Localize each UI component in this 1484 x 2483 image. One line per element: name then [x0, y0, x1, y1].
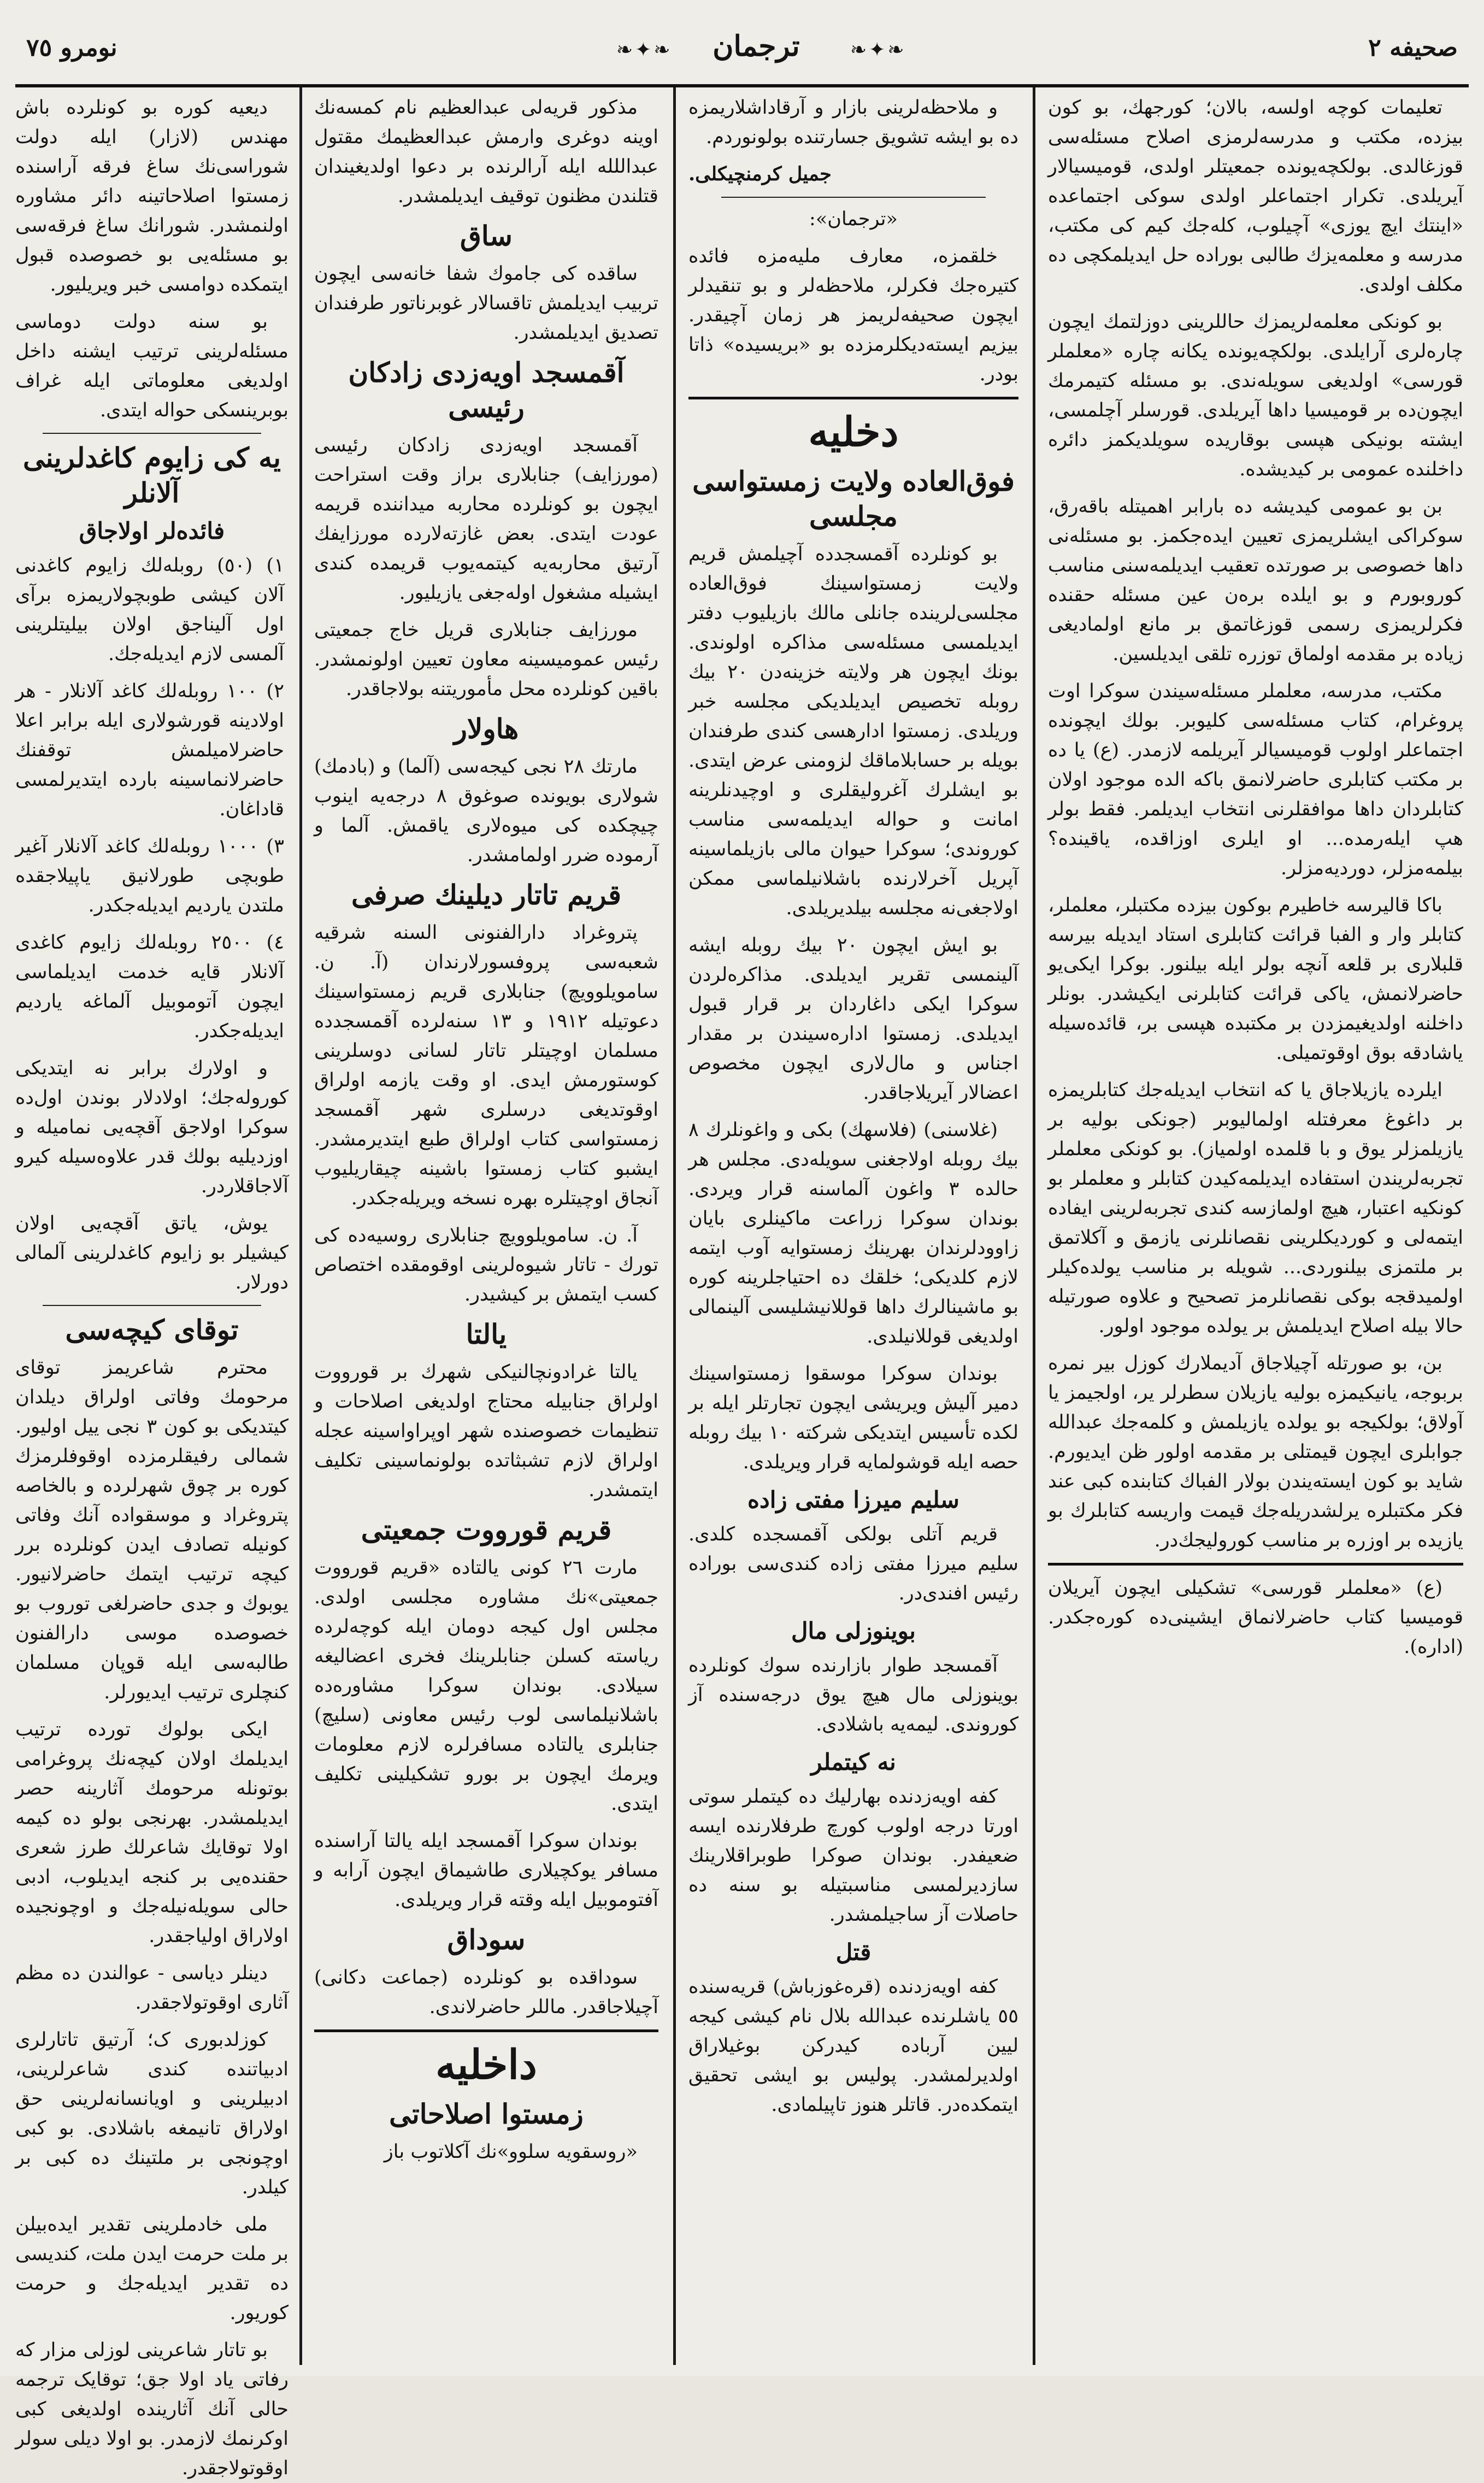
- section-heading: یالتا: [466, 1318, 507, 1350]
- section-heading: زمستوا اصلاحاتی: [389, 2098, 584, 2130]
- section-subheading: فائده‌لر اولاجاق: [79, 517, 225, 544]
- article-paragraph: دیعیه کوره بو کونلرده باش مهندس (لازار) ایله دولت شوراسی‌نك ساغ فرقه آراسنده زمستوا اصلاحاتینه دائر مشاوره اولنمشدر. شورانك ساغ فرقه‌سی بو مسئله‌یی بو خصوصده قبول ایتمکده دوامسی خبر ویریلیور.: [15, 97, 288, 296]
- article-paragraph: باکا قالیرسه خاطیرم بوکون بیزده مکتبلر، معلملر، کتابلر وار و الفبا قرائت کتابلری استاد ایدیله بیرسه قلبلاری بر قلعه آنچه بولر ایله بیلنور. بوکرا ایکی‌یو حاضرلانمش، یاکی قرائت کتابلرنی ایکیشدر. بونلر داخلنه اولدیغیمزدن بر مکتبده هپسی بر، قائده‌سیله یاشادقه بوق اوقوتمیلی.: [1048, 895, 1463, 1064]
- separator: [43, 433, 261, 434]
- article-paragraph: مذکور قریه‌لی عبدالعظیم نام کمسه‌نك اوینه دوغری وارمش عبدالعظیمك مقتول عبداللله ایله آرالرنده بر دعوا اولدیغیندان قتلندن مظنون توقیف ایدیلمشدر.: [314, 97, 658, 207]
- article-paragraph: بو کونلرده آقمسجدده آچیلمش قریم ولایت زمستواسینك فوق‌العاده مجلسی‌لرینده جانلی مالك بازیلیوب دفتر ایدیلمسی مسئله‌سی مذاکره اولوندی. بونك ایچون هر ولایته خزینه‌دن ٢٠ بیك روبله تخصیص ایدیلدیکی مجلسه خبر وریلدی. زمستوا ادارهسی کندی طرفندان بویله بر حسابلاماقك لزومنی عرض ایتدی. بو ایشلرك آغرولیقلری و اوچیدنلرینه امانت و حواله ایدیلمه‌سی مناسب کوروندی؛ سوکرا حیوان مالی بازیلماسینه آپریل آخرلارنده باشلانیلماسی ممکن اولاجغی‌نه مجلسه بیلدیریلدی.: [688, 543, 1018, 919]
- article-paragraph: ایکی بولوك تورده ترتیب ایدیلمك اولان کیچه‌نك پروغرامی بوتونله مرحومك آثارینه حصر ایدیلمشدر. بهرنجی بولو ده کیمه اولا توقایك شاعرلك طرز شعری حقنده‌یی بر کنجه ایدیلوب، ادبی حالی سویله‌نیله‌جك و اوچونجیده اولاراق اولیاجقدر.: [15, 1719, 288, 1947]
- section-heading: یه کی زایوم کاغدلرینی آلانلر: [22, 442, 281, 509]
- article-paragraph: کفه اویه‌زدنده (قره‌غوزباش) قریه‌سنده ٥٥ یاشلرنده عبدالله بلال نام کیشی کیجه لیین آرباده کیدرکن بوغیلاراق اولدیرلمشدر. پولیس بو ایشی تحقیق ایتمکده‌در. قاتلر هنوز تاپیلمادی.: [688, 1976, 1018, 2116]
- article-paragraph: مارت ٢٦ کونی یالتاده «قریم قورووت جمعیتی»نك مشاوره مجلسی اولدی. مجلس اول کیجه دومان ایله کوچه‌لرده ریاسته کسلن جنابلرینك فخری اعضالیغه سیلادی. بوندان سوکرا مشاوره‌ده باشلانیلماسی لوب رئیس معاونی (سلیچ) جنابلری یالتاده مسافرلره لازم معلومات ویرمك ایچون بر بورو تشکیلینی تکلیف ایتدی.: [314, 1557, 658, 1815]
- article-paragraph: بو سنه دولت دوماسی مسئله‌لرینی ترتیب ایشنه داخل اولدیغی معلوماتی ایله غراف بوبرینسکی حواله ایتدی.: [15, 311, 288, 421]
- author-signature: جمیل کرمنچیکلی.: [688, 163, 832, 185]
- article-paragraph: یالتا غرادونچالنیکی شهرك بر قورووت اولراق جنابیله محتاج اولدیغی اصلاحات و تنظیمات خصوصنده شهر اوپراواسینه عجله اولراق لازم تشبثاتده بولونماسینی تکلیف ایتمشدر.: [314, 1361, 658, 1501]
- article-paragraph: بو کونکی معلمه‌لریمزك حاللرینی دوزلتمك ایچون چاره‌لری آرایلدی. بولکچه‌یونده یکانه چاره «معلملر قورسی» اولدیغی سویله‌ندی. بو مسئله کتیمرمك ایچون‌ده بر قومیسیا داها آیریلدی. قورسلر آچلمسی، ایشته بونیکی هپسی بوقاریده سویلدیکمز دائره داخلنده عمومی بر کیدیشده.: [1048, 311, 1463, 480]
- list-item: ٢) ١٠٠ روبله‌لك کاغد آلانلار - هر اولادینه قورشولاری ایله برابر اعلا حاضرلامیلمش توقفنك حاضرلانماسینه بارده ایتدیرلمسی قاداغان.: [15, 680, 284, 820]
- article-paragraph: آقمسجد اویه‌زدی زادکان رئیسی (مورزایف) جنابلاری براز وقت استراحت ایچون بو کونلرده محاربه میداننده قریمه عودت ایتدی. بعض غازته‌لارده مورزایفك آرتیق محاربه‌یه کیتمه‌یوب قریمده کندی ایشیله مشغول اوله‌جغی یازیلیور.: [314, 434, 658, 604]
- page-number: صحيفه ٢: [1368, 34, 1458, 62]
- section-masthead: دخلیه: [808, 409, 899, 456]
- article-paragraph: قریم آتلی بولکی آقمسجده کلدی. سلیم میرزا مفتی زاده کندی‌سی بوراده رئیس افندی‌در.: [688, 1523, 1018, 1604]
- article-paragraph: کفه اویه‌زدنده بهارلیك ده کیتملر سوتی اورتا درجه اولوب کورچ طرفلارنده ایسه ضعیفدر. بوندان صوکرا طوبراقلارینك سازدیرلمسی مناسبتیله بو سنه ده حاصلات آز ساجیلمشدر.: [688, 1786, 1018, 1926]
- section-heading: نه کیتملر: [811, 1749, 896, 1775]
- section-rule: [1048, 1563, 1463, 1566]
- editor-note-label: «ترجمان»:: [809, 208, 898, 230]
- article-paragraph: مارتك ٢٨ نجی کیجه‌سی (آلما) و (بادمك) شولاری بویونده صوغوق ٨ درجه‌یه اینوب چیچکده کی میوه‌لاری یاقمش. آلما و آرموده ضرر اولمامشدر.: [314, 756, 658, 866]
- article-paragraph: و اولارك برابر نه ایتدیکی کوروله‌جك؛ اولادلار بوندن اول‌ده سوکرا اولاجق آقچه‌یی نمامیله و اوزدیلیه بولك قدر علاوه‌سیله کیرو آلاجاقلاردر.: [15, 1057, 288, 1197]
- article-paragraph: بن بو عمومی کیدیشه ده بارابر اهمیتله باقه‌رق، سوکراکی ایشلریمزی تعیین ایده‌جکمز. بو مسئله‌نی داها خصوصی بر صورتده تعقیب ایدیلمه‌سنی مناسب کوروبورم و بو ایلده بره‌ن عین مسئله حقنده فکرلریمزی رسمی قوزغاتمق بر مانع اولمادیغی زیاده بر مقدمه اولماق توزره تلقی ایدیلسین.: [1048, 496, 1463, 665]
- article-paragraph: بو ایش ایچون ٢٠ بیك روبله ایشه آلینمسی تقریر ایدیلدی. مذاکره‌لردن سوکرا ایکی داغاردان بر قرار قبول ایدیلدی. زمستوا اداره‌سیندن بر مقدار اجناس و مال‌لاری ایچون مخصوص اعضالار آیریلاجاقدر.: [688, 934, 1018, 1104]
- article-paragraph: ساقده کی جاموك شفا خانه‌سی ایچون تربیب ایدیلمش تاقسالار غوبرناتور طرفندان تصدیق ایدیلمشدر.: [314, 263, 658, 344]
- column-divider: [673, 87, 676, 2365]
- article-paragraph: مورزایف جنابلاری قریل خاج جمعیتی رئیس عمومیسینه معاون تعیین اولونمشدر. باقین کونلرده محل مأموریتنه بولاجاقدر.: [314, 619, 658, 700]
- article-paragraph: بوندان سوکرا موسقوا زمستواسینك دمیر آلیش ویریشی ایچون تجارتلر ایله بر لکده تأسیس ایتدیکی شرکته ١٠ بیك روبله حصه ایله قوشولمایه قرار ویریلدی.: [688, 1363, 1018, 1473]
- article-paragraph: مکتب، مدرسه، معلملر مسئله‌سیندن سوکرا اوت پروغرام، کتاب مسئله‌سی کلیوبر. بولك ایچونده اجتماعلر اولوب قومیسیالر آیریلمه لازمدر. (ع) یا ده بر مکتب کتابلری حاضرلانمق باکه الده موجود اولان کتابلردان داها موافقلرنی انتخاب ایدیلمر. فقط بولر هپ ایله‌رمده... او ایلری اوزاقده، یاقینده؟ بیلمه‌مزلر، دوردیه‌مزلر.: [1048, 680, 1463, 879]
- column-4: [15, 93, 289, 2479]
- article-paragraph: دینلر دیاسی - عوالندن ده مظم آثاری اوقوتولاجقدر.: [15, 1962, 288, 2014]
- section-rule: [314, 2029, 658, 2032]
- section-heading: توقای کیچه‌سی: [65, 1314, 239, 1346]
- article-paragraph: پتروغراد دارالفنونی السنه شرقیه شعبه‌سی پروفسورلارندان (آ. ن. سامویلوویچ) جنابلاری قریم زمستواسینك دعوتیله ١٩١٢ و ١٣ سنه‌لرده آقمسجدده مسلمان اوچیتلر تاتار لسانی دوسلرینی کوستورمش ایدی. او وقت یازمه اولراق اوقوتدیغی درسلری شهر آقمسجد زمستواسی کتاب اولراق طبع ایتدیرمشدر. ایشبو کتاب زمستوا باشینه چیقاریلیوب آنجاق اوچیتلره بهره نسخه ویریله‌جکدر.: [314, 922, 658, 1209]
- article-paragraph: بن، بو صورتله آچیلاجاق آدیملارك کوزل بیر نمره بربوجه، یانیکیمزه بولیه یازیلان سطرلر یر، اولجیمز یا آولاق؛ بولکیجه بو یولده یازیلمش و کلمه‌جك عبدالله جوابلری ایچون قیمتلی بر مقدمه اولور ظن ایدیورم. شاید بو کون ایسته‌یندن بولار الفباك کتابنده کبی عند فکر مکتبلره یرلشدریله‌جك قیمت واریسه کتابلرك بو یازیده بر اوزره بر مناسب کورولیجك‌در.: [1048, 1352, 1463, 1551]
- newspaper-title: ترجمان: [712, 30, 800, 63]
- article-paragraph: بو تاتار شاعرینی لوزلی مزار که رفاتی یاد اولا جق؛ توقایک ترجمه حالی آنك آثارینده اولدیغی کبی اوکرنمك لازمدر. بو اولا دیلی سولر اوقوتولاجقدر.: [15, 2339, 288, 2479]
- section-masthead: داخلیه: [435, 2041, 537, 2088]
- section-heading: فوق‌العاده ولایت زمستواسی مجلسی: [692, 465, 1015, 532]
- section-heading: سوداق: [447, 1923, 526, 1956]
- section-heading: سلیم میرزا مفتی زاده: [747, 1486, 959, 1513]
- issue-number: نومرو ٧٥: [26, 34, 117, 62]
- page-header: [15, 20, 1469, 87]
- article-paragraph: یوش، یاتق آقچه‌یی اولان کیشیلر بو زایوم کاغدلرینی آلمالی دورلار.: [15, 1213, 288, 1293]
- column-1: [1048, 93, 1463, 2355]
- section-heading: قریم تاتار دیلینك صرفی: [351, 879, 622, 911]
- column-2: [688, 93, 1018, 2355]
- footnote: (ع) «معلملر قورسی» تشکیلی ایچون آیریلان قومیسیا کتاب حاضرلانماق ایشینی‌ده کوره‌جکدر. (اداره).: [1048, 1577, 1463, 1658]
- article-paragraph: سوداقده بو کونلرده (جماعت دکانی) آچیلاجاقدر. ماللر حاضرلاندی.: [314, 1967, 658, 2018]
- section-heading: آقمسجد اویه‌زدی زادکان رئیسی: [348, 356, 625, 423]
- article-paragraph: آ. ن. سامویلوویچ جنابلاری روسیه‌ده کی تورك - تاتار شیوه‌لرینی اوقومقده اختصاص کسب ایتمش بر کیشیدر.: [314, 1225, 658, 1305]
- section-heading: هاولار: [454, 713, 519, 745]
- separator: [43, 1305, 261, 1306]
- column-3: [314, 93, 658, 2355]
- article-paragraph: بوندان سوکرا آقمسجد ایله یالتا آراسنده مسافر یوکچیلاری طاشیماق ایچون آرابه و آفتوموبیل ایله وقته قرار ویریلدی.: [314, 1830, 658, 1911]
- article-paragraph: خلقمزه، معارف ملیه‌مزه فائده کتیره‌جك فکرلر، ملاحظه‌لر و بو تنقیدلر ایچون صحیفه‌لریمز هر زمان آچیقدر. بیزیم ایسته‌دیکلرمزده بو «بریسیده» ذاتا بودر.: [688, 245, 1018, 385]
- article-paragraph: ایلرده یازیلاجاق یا که انتخاب ایدیله‌جك کتابلریمزه بر داغوغ معرفتله اولمالیوبر (جونکی بولیه بر یازیلمزلر یوق و با قلمده اولمیاز). بو کونکی معلملر تجربه‌لریندن استفاده ایدیلمه‌کیدن کتابلر و معلملر بو کونکیه اعتبار، هیچ اولمازسه کندی تجربه‌لرینی ایفاده ایتمه‌لی و کوردیکلرینی نقصانلرنی یازمق و آکلاتمق بر ملتمزی بیلنوردی... شویله بر مناسب یولده‌کیلر اولمیدقجه بوکی نقصانلرمز تصحیح و علاوه صورتیله حالا بیله اصلاح ایدیلمش بر یولده موجود اولور.: [1048, 1079, 1463, 1337]
- article-paragraph: «روسقویه سلوو»نك آکلاتوب باز: [384, 2141, 638, 2163]
- list-item: ٤) ٢٥٠٠ روبله‌لك زایوم کاغدی آلانلار قایه خدمت ایدیلماسی ایچون آتوموبیل آلماغه یاردیم ایدیله‌جکدر.: [15, 932, 284, 1042]
- column-divider: [299, 87, 302, 2365]
- section-heading: قریم قورووت جمعیتی: [361, 1514, 612, 1546]
- section-rule: [688, 397, 1018, 399]
- article-paragraph: آقمسجد طوار بازارنده سوك کونلرده بوینوزلی مال هیچ یوق درجه‌سنده آز کوروندی. لیمه‌یه باشلادی.: [688, 1655, 1018, 1735]
- article-paragraph: محترم شاعریمز توقای مرحومك وفاتی اولراق دیلدان کیتدیکی بو کون ۳ نجی ییل اولیور. شمالی رفیقلرمزده اوقوفلرمزك کوره بر چوق شهرلرده و بالخاصه پتروغراد و موسقواده آنك وفاتی کونیله تصادف ایدن کونلرده برر کیچه ترتیب ایتمك حاضرلانیور. یوبوك و جدی حاضرلغی توروب بو خصوصده موسی دارالفنون طالبه‌سی ایله قوپان مسلمان کنچلری ترتیب ایدیورلر.: [15, 1357, 289, 1703]
- column-divider: [1033, 87, 1035, 2365]
- article-paragraph: و ملاحظه‌لرینی بازار و آرقاداشلاریمزه ده بو ایشه تشویق جسارتنده بولونوردم.: [688, 97, 1018, 148]
- article-paragraph: ملی خادملرینی تقدیر ایده‌بیلن بر ملت حرمت ایدن ملت، کندیسی ده تقدیر ایدیله‌جك و حرمت کوریور.: [15, 2214, 288, 2324]
- ornament-right-icon: ❧✦❧: [850, 39, 906, 61]
- article-paragraph: تعلیمات کوچه اولسه، بالان؛ کورجهك، بو کون بیزده، مکتب و مدرسه‌لرمزی اصلاح مسئله‌سی قوزغالدی. بولکچه‌یونده جمعیتلر اولدی، قومیسیالار آیریلدی. تکرار اجتماعلر اولدی سوکی اجتماعده «اینتك ایچ یوزی» آچیلوب، کله‌جك کیم کی مکتب، مدرسه و معلمه‌یزك طالبی بوراده حل ایدیلمکچی ده مکلف اولدی.: [1048, 97, 1463, 296]
- section-heading: ساق: [460, 220, 513, 252]
- section-heading: بوینوزلی مال: [791, 1617, 916, 1644]
- section-heading: قتل: [835, 1939, 871, 1966]
- ornament-left-icon: ❧✦❧: [616, 39, 673, 61]
- article-paragraph: (غلاسنی) (فلاسهك) بکی و واغونلرك ٨ بیك روبله اولاجغنی سویله‌دی. مجلس هر حالده ٣ واغون آلماسنه قرار ویردی. بوندان سوکرا زراعت ماکینلری بایان زاوودلرندان بهرینك زمستوایه آوب ایتمه لازم کلدیکی؛ خلقك ده احتیاجلرینه کوره بو ماشینالرك داها قوللانیشلیسی آلینمالی اولدیغی قوللانیلدی.: [688, 1119, 1018, 1348]
- list-item: ١) (٥٠) روبله‌لك زایوم کاغدنی آلان کیشی طوبچولاریمزه برآی اول آلیناجق اولان بیلیتلرینی آلمسی لازم ایدیله‌جك.: [15, 555, 285, 665]
- article-paragraph: کوزلدبوری ک؛ آرتیق تاتارلری ادبیاتنده کندی شاعرلرینی، ادبیلرینی و اویانسانه‌لرینی حق اولاراق تانیمغه باشلادی. بو کبی اوچونجی بر ملتینك ده کبی بر کیلدر.: [15, 2029, 288, 2198]
- list-item: ٣) ١٠٠٠ روبله‌لك کاغد آلانلار آغیر طوبچی طورلانیق یاپیلاجقده ملتدن یاردیم ایدیله‌جکدر.: [15, 835, 284, 916]
- separator: [721, 197, 985, 198]
